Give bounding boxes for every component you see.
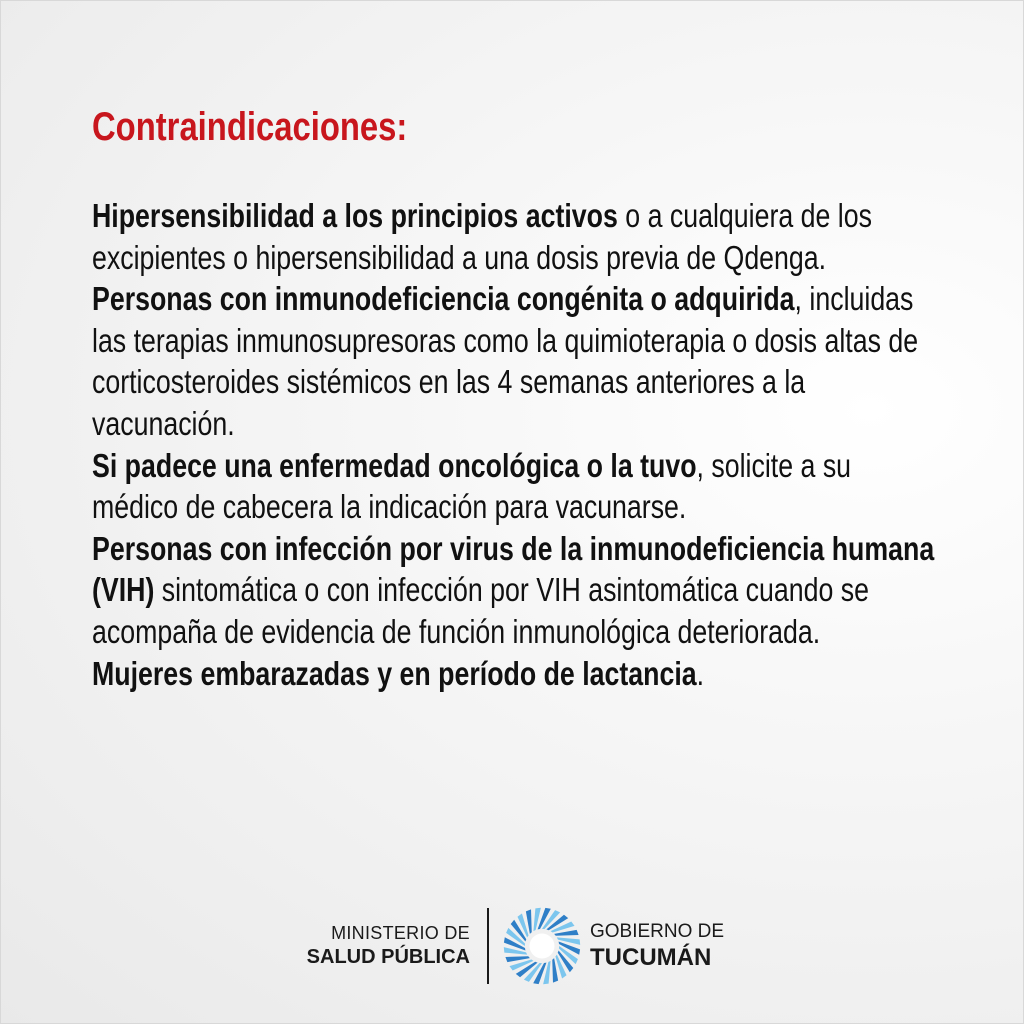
contraindications-list (92, 195, 934, 694)
contraindication-item (92, 528, 934, 653)
page-title: Contraindicaciones: (92, 105, 408, 149)
contraindication-highlight: Mujeres embarazadas y en período de lactancia (92, 654, 697, 692)
contraindication-detail: sintomática o con infección por VIH asintomática cuando se acompaña de evidencia de función inmunológica deteriorada. (92, 571, 870, 650)
sun-core (530, 934, 555, 959)
contraindication-item (92, 278, 934, 444)
government-logo-text (590, 920, 724, 973)
contraindication-highlight: Si padece una enfermedad oncológica o la tuvo (92, 446, 697, 484)
contraindication-item (92, 195, 934, 278)
government-name-line2: TUCUMÁN (590, 944, 712, 971)
contraindication-detail: . (696, 654, 705, 692)
ministry-name-line2: SALUD PÚBLICA (306, 946, 470, 968)
contraindication-highlight: Personas con inmunodeficiencia congénita o adquirida (92, 280, 795, 318)
government-name-line1: GOBIERNO DE (590, 921, 725, 942)
contraindication-detail: , solicite a su médico de cabecera la indicación para vacunarse. (92, 446, 852, 526)
footer-logos (0, 900, 1024, 990)
ministry-logo-text (307, 922, 470, 970)
logo-divider (487, 908, 489, 984)
contraindication-item (92, 445, 934, 528)
contraindication-highlight: Personas con infección por virus de la inmunodeficiencia humana (VIH) (92, 529, 935, 609)
contraindication-item (92, 653, 934, 695)
contraindication-detail: , incluidas las terapias inmunosupresoras como la quimioterapia o dosis altas de corticosteroides sistémicos en las 4 semanas anteriores a la vacunación. (92, 280, 919, 442)
ministry-name-line1: MINISTERIO DE (331, 923, 470, 943)
contraindication-highlight: Hipersensibilidad a los principios activos (92, 197, 618, 234)
sun-emblem-icon (503, 907, 581, 985)
contraindication-detail: o a cualquiera de los excipientes o hipersensibilidad a una dosis previa de Qdenga. (92, 197, 872, 276)
